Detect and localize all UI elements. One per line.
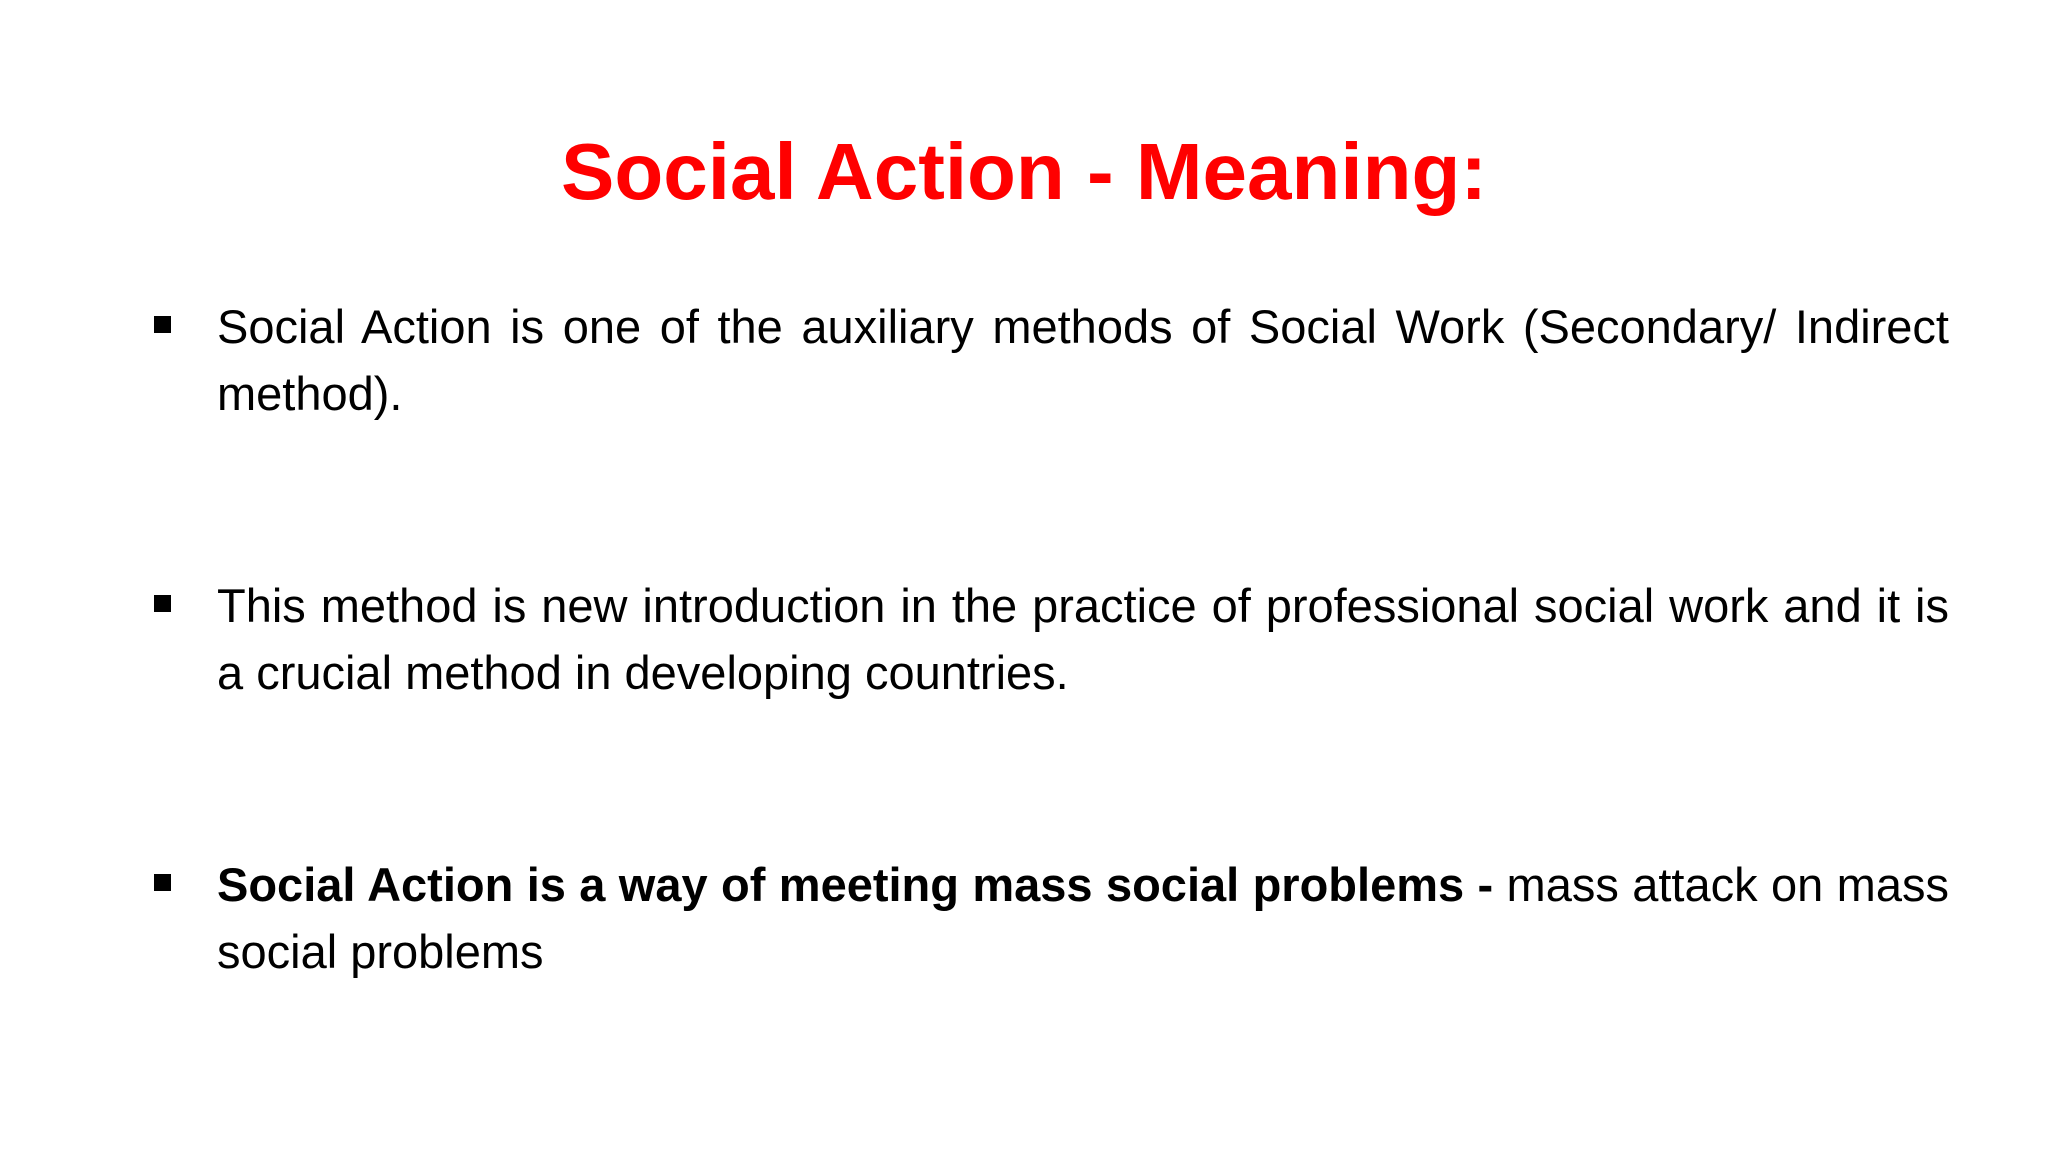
bullet-text: Social Action is one of the auxiliary methods of Social Work (Secondary/ Indirect method). (217, 300, 1949, 420)
bullet-item-2 (217, 572, 1949, 706)
bullet-bold-text: Social Action is a way of meeting mass social problems - (217, 858, 1494, 911)
bullet-text: mass attack on mass social problems (217, 858, 1949, 978)
bullet-text: This method is new introduction in the practice of professional social work and it is a crucial method in developing countries. (217, 579, 1949, 699)
square-bullet-icon (154, 595, 171, 612)
square-bullet-icon (154, 874, 171, 891)
square-bullet-icon (154, 316, 171, 333)
bullet-item-3 (217, 851, 1949, 985)
bullet-item-1 (217, 293, 1949, 427)
slide-title: Social Action - Meaning: (561, 127, 1487, 216)
